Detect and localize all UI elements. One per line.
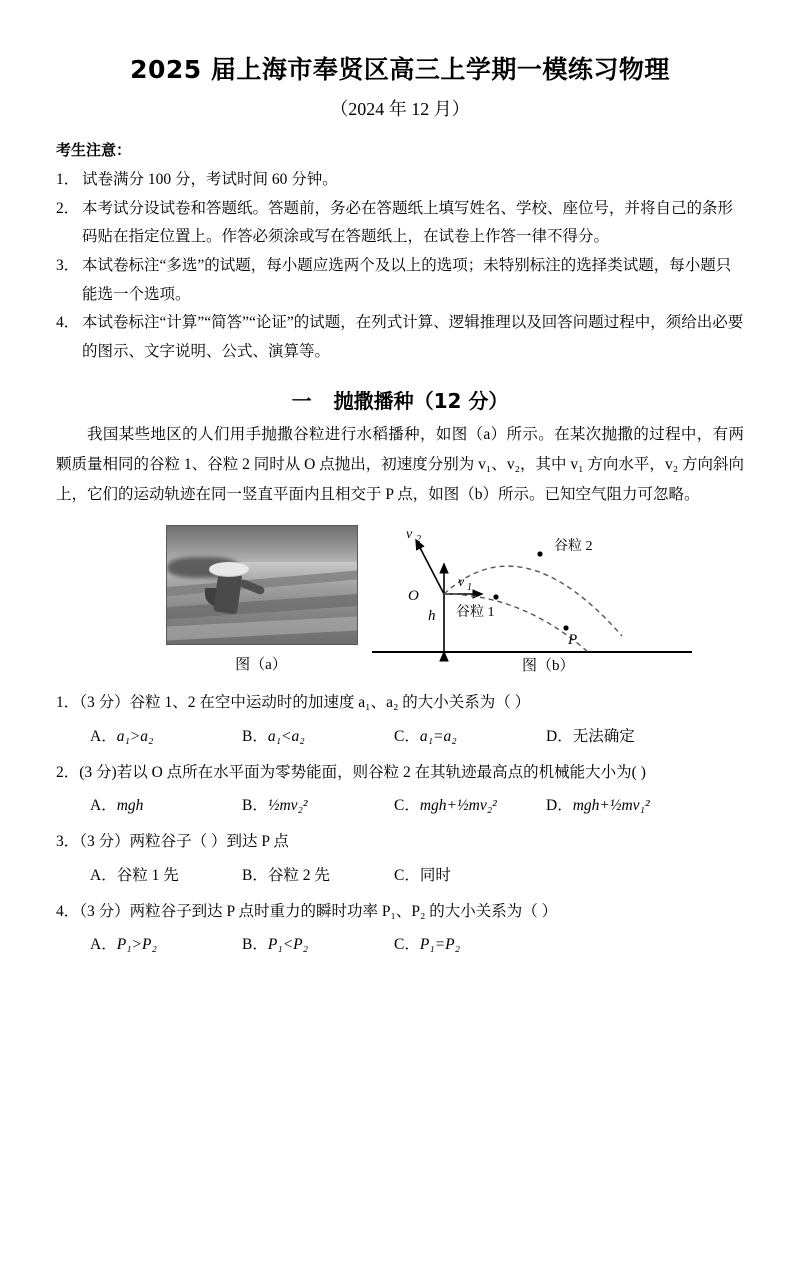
notice-item xyxy=(56,309,744,366)
notice-item xyxy=(56,195,744,252)
options-q2 xyxy=(90,793,744,815)
section-number: 一 xyxy=(291,388,312,413)
question-number: 2． xyxy=(56,763,80,781)
figure-group xyxy=(56,524,744,674)
question-text: 两粒谷子到达 P 点时重力的瞬时功率 P₁、P₂ 的大小关系为（ ） xyxy=(129,902,558,920)
options-q4 xyxy=(90,932,744,954)
question-number: 1． xyxy=(56,694,80,712)
question-2 xyxy=(56,758,744,787)
page-title: 2025 届上海市奉贤区高三上学期一模练习物理 xyxy=(130,55,670,84)
svg-text:谷粒 1: 谷粒 1 xyxy=(456,605,495,621)
svg-text:O: O xyxy=(408,588,419,605)
option-c[interactable]: C．同时 xyxy=(394,866,451,884)
section-name: 抛撒播种 xyxy=(333,388,414,413)
figure-a-caption: 图（a） xyxy=(235,657,287,674)
photo-rice-sowing xyxy=(166,525,358,645)
question-4 xyxy=(56,897,744,926)
notice-heading: 考生注意： xyxy=(56,141,132,159)
svg-text:v: v xyxy=(406,527,413,543)
svg-text:h: h xyxy=(428,608,436,625)
question-score: (3 分) xyxy=(79,763,117,781)
svg-text:v: v xyxy=(458,575,465,591)
figure-a xyxy=(166,525,356,674)
notice-number: 3． xyxy=(56,257,80,275)
notice-number: 1． xyxy=(56,171,80,188)
question-score: （3 分） xyxy=(79,902,130,920)
option-d[interactable]: D．mgh+½mv₁² xyxy=(546,797,650,815)
page-subtitle: （2024 年 12 月） xyxy=(330,99,470,119)
svg-text:P: P xyxy=(568,632,578,649)
figure-b xyxy=(372,524,692,674)
svg-text:2: 2 xyxy=(416,534,421,546)
notice-text: 试卷满分 100 分，考试时间 60 分钟。 xyxy=(82,171,338,188)
question-text: 若以 O 点所在水平面为零势能面，则谷粒 2 在其轨迹最高点的机械能大小为( ) xyxy=(116,763,646,781)
projectile-diagram xyxy=(372,524,692,674)
option-b[interactable]: B．P₁<P₂ xyxy=(242,936,309,954)
notice-number: 2． xyxy=(56,199,80,217)
notice-text: 本考试分设试卷和答题纸。答题前，务必在答题纸上填写姓名、学校、座位号，并将自己的条形码贴在指定位置上。作答必须涂或写在答题纸上，在试卷上作答一律不得分。 xyxy=(82,199,734,246)
notice-number: 4． xyxy=(56,314,80,332)
svg-text:谷粒 2: 谷粒 2 xyxy=(554,539,593,555)
question-number: 4． xyxy=(56,902,80,920)
option-a[interactable]: A．mgh xyxy=(90,797,144,815)
option-a[interactable]: A．a₁>a₂ xyxy=(90,727,154,745)
notice-list xyxy=(56,166,744,367)
svg-text:1: 1 xyxy=(467,582,472,594)
options-q3 xyxy=(90,863,744,885)
question-number: 3． xyxy=(56,833,80,851)
notice-item xyxy=(56,252,744,309)
notice-item xyxy=(56,166,744,195)
notice-text: 本试卷标注“计算”“简答”“论证”的试题，在列式计算、逻辑推理以及回答问题过程中，须给出必要的图示、文字说明、公式、演算等。 xyxy=(82,314,744,361)
section-score: （12 分） xyxy=(413,388,509,413)
passage-text: 我国某些地区的人们用手抛撒谷粒进行水稻播种，如图（a）所示。在某次抛撒的过程中，有两颗质量相同的谷粒 1、谷粒 2 同时从 O 点抛出，初速度分别为 v₁、v₂，其中 v₁ 方向水平，v₂ 方向斜向上，它们的运动轨迹在同一竖直平面内且相交于 P 点，如图（b）所示。已知空气阻力可忽略。 xyxy=(56,425,744,504)
option-c[interactable]: C．a₁=a₂ xyxy=(394,727,457,745)
question-score: （3 分） xyxy=(79,833,130,851)
option-a[interactable]: A．P₁>P₂ xyxy=(90,936,157,954)
option-c[interactable]: C．mgh+½mv₂² xyxy=(394,797,497,815)
option-d[interactable]: D．无法确定 xyxy=(546,727,635,745)
question-1 xyxy=(56,688,744,717)
option-b[interactable]: B．谷粒 2 先 xyxy=(242,866,330,884)
svg-text:图（b）: 图（b） xyxy=(522,658,575,675)
option-a[interactable]: A．谷粒 1 先 xyxy=(90,866,179,884)
question-3 xyxy=(56,827,744,856)
option-b[interactable]: B．a₁<a₂ xyxy=(242,727,305,745)
question-text: 谷粒 1、2 在空中运动时的加速度 a₁、a₂ 的大小关系为（ ） xyxy=(129,694,531,712)
option-c[interactable]: C．P₁=P₂ xyxy=(394,936,461,954)
question-text: 两粒谷子（ ）到达 P 点 xyxy=(129,833,289,851)
option-b[interactable]: B．½mv₂² xyxy=(242,797,308,815)
section-heading xyxy=(56,385,744,414)
options-q1 xyxy=(90,724,744,746)
notice-text: 本试卷标注“多选”的试题，每小题应选两个及以上的选项；未特别标注的选择类试题，每小题只能选一个选项。 xyxy=(82,257,732,303)
question-score: （3 分） xyxy=(79,694,130,712)
